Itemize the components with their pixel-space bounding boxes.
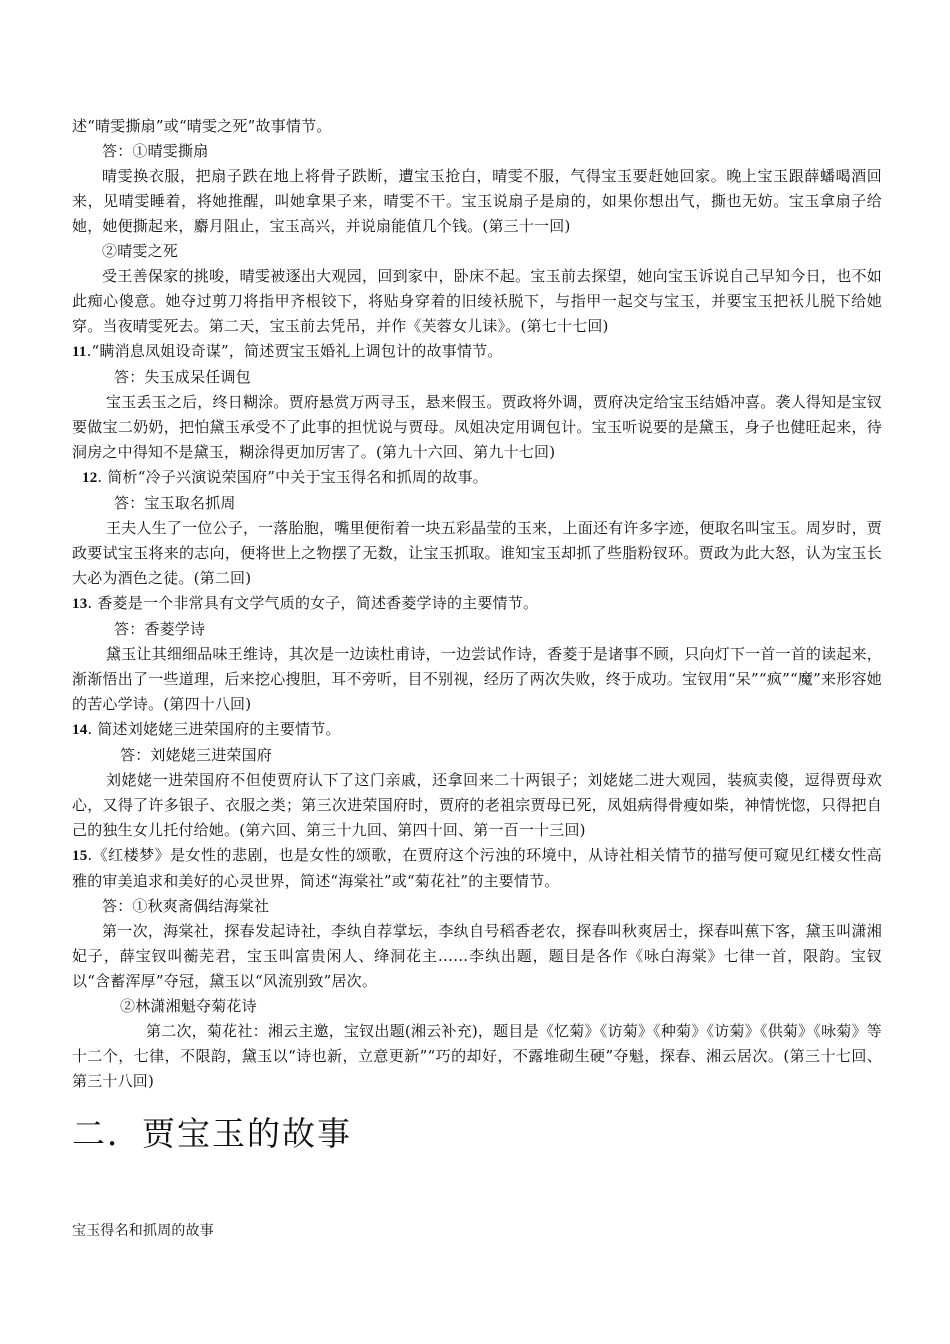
- answer-label: ②晴雯之死: [102, 242, 179, 260]
- question-number: 15: [72, 848, 88, 864]
- question-number: 11: [72, 344, 87, 360]
- paragraph: 宝玉丢玉之后，终日糊涂。贾府悬赏万两寻玉，悬来假玉。贾政将外调，贾府决定给宝玉结婚冲喜。袭人得知是宝钗要做宝二奶奶，把怕黛玉承受不了此事的担忧说与贾母。凤姐决定用调包计。宝玉听说要的是黛玉，身子也健旺起来，待洞房之中得知不是黛玉，糊涂得更加厉害了。(第九十六回、第九十七回): [72, 393, 882, 461]
- paragraph: 黛玉让其细细品味王维诗，其次是一边读杜甫诗，一边尝试作诗，香菱于是诸事不顾，只向灯下一首一首的读起来，渐渐悟出了一些道理，后来挖心搜胆，耳不旁听，目不别视，经历了两次失败，终于成功。宝钗用“呆”“疯”“魔”来形容她的苦心学诗。(第四十八回): [72, 645, 882, 713]
- question-15: [72, 843, 882, 894]
- question-text: .“瞒消息凤姐设奇谋”，简述贾宝玉婚礼上调包计的故事情节。: [86, 342, 503, 360]
- intro-line: 述“晴雯撕扇”或“晴雯之死”故事情节。: [72, 117, 332, 135]
- question-13: [72, 591, 882, 617]
- sub-heading: 宝玉得名和抓周的故事: [72, 1223, 214, 1239]
- answer-label: 答：失玉成呆任调包: [114, 368, 251, 386]
- question-number: 12: [82, 470, 98, 486]
- question-text: . 简述刘姥姥三进荣国府的主要情节。: [87, 720, 341, 738]
- paragraph: 王夫人生了一位公子，一落胎胞，嘴里便衔着一块五彩晶莹的玉来，上面还有许多字迹，便取名叫宝玉。周岁时，贾政要试宝玉将来的志向，便将世上之物摆了无数，让宝玉抓取。谁知宝玉却抓了些脂粉钗环。贾政为此大怒，认为宝玉长大必为酒色之徒。(第二回): [72, 519, 882, 587]
- answer-label: 答：香菱学诗: [114, 620, 206, 638]
- answer-label: ②林潇湘魁夺菊花诗: [120, 997, 257, 1015]
- document-body: [72, 114, 882, 1242]
- question-text: . 香菱是一个非常具有文学气质的女子，简述香菱学诗的主要情节。: [87, 594, 539, 612]
- question-text: . 简析“冷子兴演说荣国府”中关于宝玉得名和抓周的故事。: [97, 468, 488, 486]
- answer-label: 答：①秋爽斋偶结海棠社: [102, 897, 270, 915]
- paragraph: 晴雯换衣服，把扇子跌在地上将骨子跌断，遭宝玉抢白，晴雯不服，气得宝玉要赶她回家。晚上宝玉跟薛蟠喝酒回来，见晴雯睡着，将她推醒，叫她拿果子来，晴雯不干。宝玉说扇子是扇的，如果你想出气，撕也无妨。宝玉拿扇子给她，她便撕起来，麝月阻止，宝玉高兴，并说扇能值几个钱。(第三十一回): [72, 167, 882, 235]
- question-number: 14: [72, 722, 88, 738]
- answer-label: 答：宝玉取名抓周: [114, 494, 236, 512]
- answer-label: 答：①晴雯撕扇: [102, 142, 209, 160]
- question-14: [72, 717, 882, 743]
- question-12: [72, 465, 882, 491]
- paragraph: 第二次，菊花社：湘云主邀，宝钗出题(湘云补充)，题目是《忆菊》《访菊》《种菊》《访菊》《供菊》《咏菊》等十二个，七律，不限韵，黛玉以“诗也新，立意更新”“巧的却好，不露堆砌生硬”夺魁，探春、湘云居次。(第三十七回、第三十八回): [72, 1022, 882, 1090]
- answer-label: 答：刘姥姥三进荣国府: [120, 746, 273, 764]
- question-text: .《红楼梦》是女性的悲剧，也是女性的颂歌，在贾府这个污浊的环境中，从诗社相关情节的描写便可窥见红楼女性高雅的审美追求和美好的心灵世界，简述“海棠社”或“菊花社”的主要情节。: [72, 846, 882, 890]
- question-number: 13: [72, 596, 88, 612]
- paragraph: 刘姥姥一进荣国府不但使贾府认下了这门亲戚，还拿回来二十两银子；刘姥姥二进大观园，装疯卖傻，逗得贾母欢心，又得了许多银子、衣服之类；第三次进荣国府时，贾府的老祖宗贾母已死，凤姐病得骨瘦如柴，神情恍惚，只得把自己的独生女儿托付给她。(第六回、第三十九回、第四十回、第一百一十三回): [72, 771, 882, 839]
- paragraph: 第一次，海棠社，探春发起诗社，李纨自荐掌坛，李纨自号稻香老农，探春叫秋爽居士，探春叫蕉下客，黛玉叫潇湘妃子，薛宝钗叫蘅芜君，宝玉叫富贵闲人、绛洞花主……李纨出题，题目是各作《咏白海棠》七律一首，限韵。宝钗以“含蓄浑厚”夺冠，黛玉以“风流别致”居次。: [72, 922, 882, 990]
- section-heading: 二．贾宝玉的故事: [72, 1114, 352, 1153]
- paragraph: 受王善保家的挑唆，晴雯被逐出大观园，回到家中，卧床不起。宝玉前去探望，她向宝玉诉说自己早知今日，也不如此痴心傻意。她夺过剪刀将指甲齐根铰下，将贴身穿着的旧绫袄脱下，与指甲一起交与宝玉，并要宝玉把袄儿脱下给她穿。当夜晴雯死去。第二天，宝玉前去凭吊，并作《芙蓉女儿诔》。(第七十七回): [72, 267, 882, 335]
- question-11: [72, 339, 882, 365]
